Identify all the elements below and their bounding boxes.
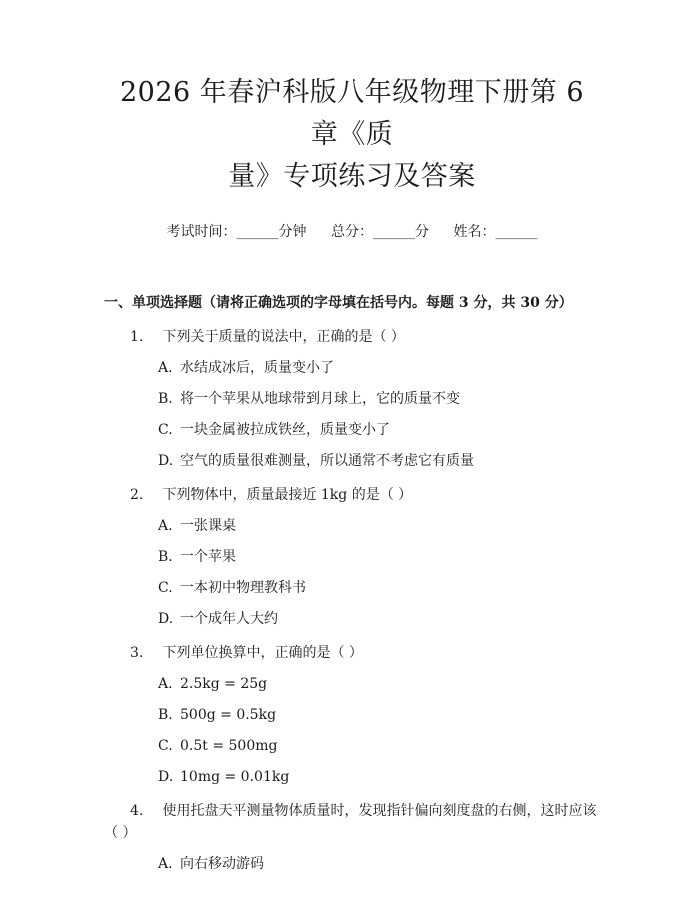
question [104,326,600,348]
option [104,766,600,788]
question-text-line-1: 使用托盘天平测量物体质量时，发现指针偏向刻度盘的右侧，这时应该 [162,803,597,819]
question-number: 1. [130,329,144,345]
option-letter: B. [158,707,173,723]
option [104,450,600,472]
option-text: 0.5t = 500mg [180,738,278,754]
option [104,735,600,757]
option [104,546,600,568]
option-letter: C. [158,580,173,596]
option-text: 将一个苹果从地球带到月球上，它的质量不变 [180,391,460,407]
option-letter: B. [158,391,173,407]
exam-time-label: 考试时间：______分钟 [166,224,307,240]
exam-info-line [104,222,600,242]
option-text: 10mg = 0.01kg [180,769,290,785]
option-letter: C. [158,422,173,438]
question-text-line-2: （ ） [104,825,137,841]
section-title: 一、单项选择题（请将正确选项的字母填在括号内。每题 3 分，共 30 分） [104,295,573,311]
option-letter: D. [158,769,174,785]
option-letter: A. [158,856,173,872]
option-letter: D. [158,611,174,627]
option [104,704,600,726]
option [104,419,600,441]
option [104,853,600,875]
option [104,515,600,537]
option-letter: B. [158,549,173,565]
option-text: 一块金属被拉成铁丝，质量变小了 [180,422,390,438]
option-text: 一个苹果 [180,549,236,565]
option-text: 一张课桌 [180,518,236,534]
question-text: 下列物体中，质量最接近 1kg 的是（ ） [162,487,413,503]
question-text: 下列关于质量的说法中，正确的是（ ） [162,329,405,345]
question [104,484,600,506]
option [104,357,600,379]
option-letter: A. [158,360,173,376]
question-number: 4. [130,803,144,819]
question [104,642,600,664]
option [104,577,600,599]
option-letter: A. [158,518,173,534]
option-letter: D. [158,453,174,469]
option-text: 水结成冰后，质量变小了 [180,360,334,376]
question-text: 下列单位换算中，正确的是（ ） [162,645,363,661]
question-number: 2. [130,487,144,503]
name-label: 姓名：______ [453,224,538,240]
option [104,673,600,695]
question [104,800,600,844]
option-text: 一本初中物理教科书 [180,580,306,596]
question-number: 3. [130,645,144,661]
option [104,388,600,410]
option-letter: A. [158,676,173,692]
total-score-label: 总分：______分 [331,224,429,240]
option-text: 空气的质量很难测量，所以通常不考虑它有质量 [180,453,474,469]
option-text: 一个成年人大约 [180,611,278,627]
title-line-1: 2026 年春沪科版八年级物理下册第 6 章《质 [119,77,585,150]
option-letter: C. [158,738,173,754]
option [104,608,600,630]
option-text: 2.5kg = 25g [180,676,268,692]
option-text: 500g = 0.5kg [180,707,277,723]
document-title [104,72,600,198]
title-line-2: 量》专项练习及答案 [228,161,476,192]
option-text: 向右移动游码 [180,856,264,872]
